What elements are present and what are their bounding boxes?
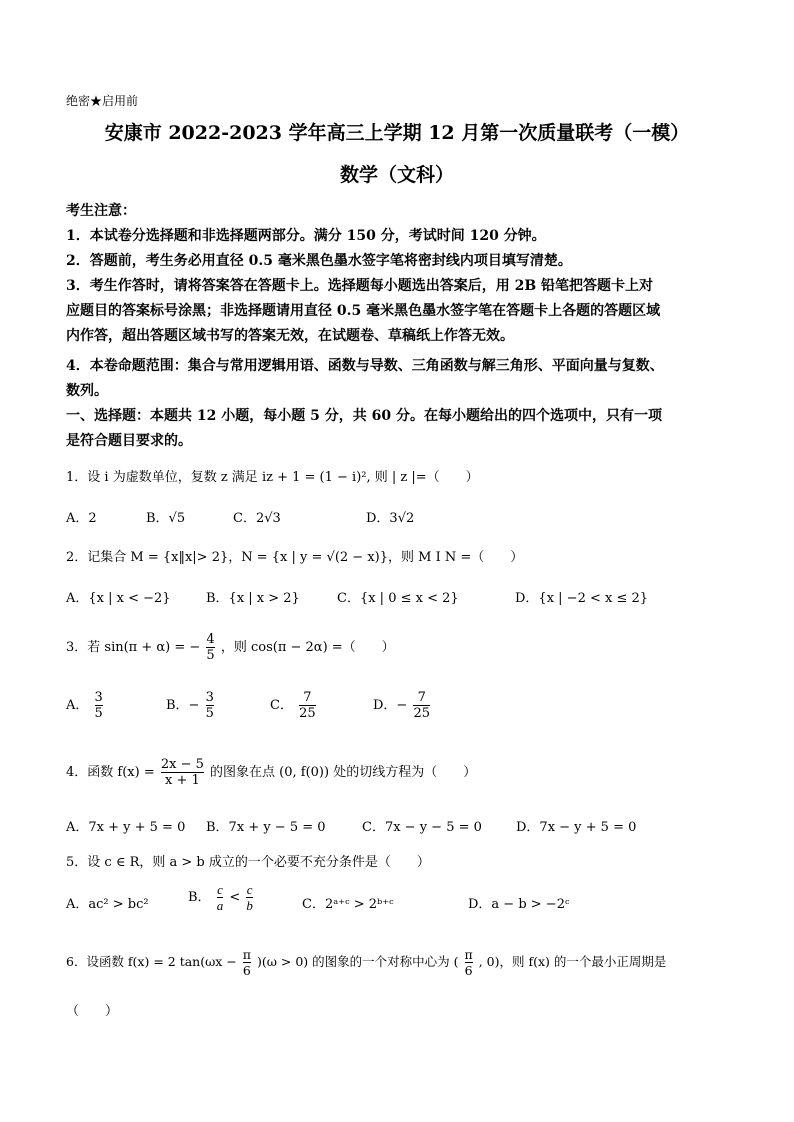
notice-3-line3: 内作答，超出答题区域书写的答案无效，在试题卷、草稿纸上作答无效。	[66, 328, 514, 344]
notice-2: 2．答题前，考生务必用直径 0.5 毫米黑色墨水签字笔将密封线内项目填写清楚。	[66, 253, 572, 269]
q6-stem-pre: 6．设函数 f(x) = 2 tan(ωx −	[66, 954, 237, 969]
q3-c-den: 25	[299, 706, 316, 721]
question-4-option-d: D．7x − y + 5 = 0	[516, 820, 637, 835]
exam-title: 安康市 2022-2023 学年高三上学期 12 月第一次质量联考（一模）	[104, 122, 690, 144]
notice-3-line1: 3．考生作答时，请将答案答在答题卡上。选择题每小题选出答案后，用 2B 铅笔把答题卡上对	[66, 278, 654, 294]
q3-c-fraction	[299, 690, 316, 721]
question-4-stem	[66, 757, 476, 788]
question-2-option-c: C．{x | 0 ≤ x < 2}	[337, 591, 459, 606]
q3-stem-post: ，则 cos(π − 2α) =（ ）	[220, 640, 395, 655]
q5-b-fraction-1	[217, 882, 224, 913]
q3-d-den: 25	[413, 706, 431, 721]
q5-b-den2: b	[246, 898, 253, 913]
q3-b-den: 5	[205, 706, 214, 721]
question-2-stem: 2．记集合 M = {x‖x|> 2}，N = {x | y = √(2 − x)}，则 M I N =（ ）	[66, 550, 524, 565]
question-2-option-a: A．{x | x < −2}	[66, 591, 171, 606]
q3-a-fraction	[95, 690, 103, 721]
question-4-option-c: C．7x − y − 5 = 0	[362, 820, 482, 835]
notice-4-line1: 4．本卷命题范围：集合与常用逻辑用语、函数与导数、三角函数与解三角形、平面向量与复数、	[66, 358, 664, 374]
q5-b-fraction-2	[246, 882, 253, 913]
q3-d-num: 7	[417, 690, 426, 705]
q3-c-num: 7	[303, 690, 312, 705]
q6-center-den: 6	[464, 963, 473, 978]
q4-fraction	[161, 757, 204, 788]
q3-b-num: 3	[205, 690, 214, 705]
q4-stem-post: 的图象在点 (0, f(0)) 处的切线方程为（ ）	[210, 765, 477, 780]
q6-stem-mid: )(ω > 0) 的图象的一个对称中心为 (	[256, 954, 459, 969]
question-3-option-c	[270, 690, 318, 721]
question-5-option-a: A．ac² > bc²	[66, 897, 149, 912]
q4-frac-num: 2x − 5	[160, 757, 204, 772]
notice-heading: 考生注意：	[66, 203, 136, 219]
question-4-option-b: B．7x + y − 5 = 0	[206, 820, 326, 835]
q3-c-label: C．	[270, 698, 293, 713]
exam-subtitle: 数学（文科）	[339, 164, 454, 186]
q6-pi-num: π	[242, 947, 251, 962]
question-5-option-b	[188, 882, 255, 913]
q6-center-num: π	[464, 947, 473, 962]
q4-stem-pre: 4．函数 f(x) =	[66, 765, 155, 780]
question-3-stem	[66, 632, 395, 663]
notice-3-line2: 应题目的答案标号涂黑；非选择题请用直径 0.5 毫米黑色墨水签字笔在答题卡上各题的答题区域	[66, 303, 661, 319]
q5-b-den1: a	[216, 898, 224, 913]
q6-center-fraction	[465, 947, 473, 978]
q3-stem-pre: 3．若 sin(π + α) = −	[66, 640, 201, 655]
confidential-label: 绝密★启用前	[66, 94, 139, 108]
q3-frac-num: 4	[206, 632, 215, 647]
question-4-option-a: A．7x + y + 5 = 0	[66, 820, 186, 835]
question-1-option-a: A．2	[66, 511, 97, 526]
q6-stem-post: , 0)，则 f(x) 的一个最小正周期是	[478, 954, 667, 969]
q4-frac-den: x + 1	[161, 772, 204, 788]
q3-b-label: B．−	[166, 698, 200, 713]
question-1-stem: 1．设 i 为虚数单位，复数 z 满足 iz + 1 = (1 − i)², 则 | z |=（ ）	[66, 470, 479, 485]
question-3-option-a	[66, 690, 105, 721]
q5-b-label: B．	[188, 890, 211, 905]
question-1-option-b: B．√5	[146, 511, 186, 526]
question-6-stem	[66, 947, 666, 978]
question-2-option-b: B．{x | x > 2}	[206, 591, 300, 606]
section-heading-line2: 是符合题目要求的。	[66, 433, 192, 449]
question-1-option-c: C．2√3	[233, 511, 281, 526]
question-5-option-d: D．a − b > −2ᶜ	[468, 897, 570, 912]
q3-frac-den: 5	[206, 648, 215, 663]
q6-pi-den: 6	[242, 963, 251, 978]
q3-a-label: A．	[66, 698, 89, 713]
question-3-option-b	[166, 690, 216, 721]
question-3-option-d	[373, 690, 432, 721]
q5-b-less-than: <	[229, 890, 241, 905]
q3-a-den: 5	[94, 706, 103, 721]
section-heading-line1: 一、选择题：本题共 12 小题，每小题 5 分，共 60 分。在每小题给出的四个选项中，只有一项	[66, 408, 662, 424]
q3-fraction	[206, 632, 214, 663]
question-5-option-c: C．2ᵃ⁺ᶜ > 2ᵇ⁺ᶜ	[302, 897, 394, 912]
notice-1: 1．本试卷分选择题和非选择题两部分。满分 150 分，考试时间 120 分钟。	[66, 228, 546, 244]
q3-a-num: 3	[94, 690, 103, 705]
q5-b-num1: c	[217, 882, 223, 897]
q3-b-fraction	[206, 690, 214, 721]
q3-d-label: D．−	[373, 698, 408, 713]
question-2-option-d: D．{x | −2 < x ≤ 2}	[515, 591, 649, 606]
question-1-option-d: D．3√2	[366, 511, 415, 526]
q3-d-fraction	[413, 690, 430, 721]
question-5-stem: 5．设 c ∈ R，则 a > b 成立的一个必要不充分条件是（ ）	[66, 855, 430, 870]
question-6-answer-paren: （ ）	[66, 1004, 119, 1019]
notice-4-line2: 数列。	[66, 383, 108, 399]
q5-b-num2: c	[246, 882, 253, 897]
q6-pi-fraction	[243, 947, 251, 978]
